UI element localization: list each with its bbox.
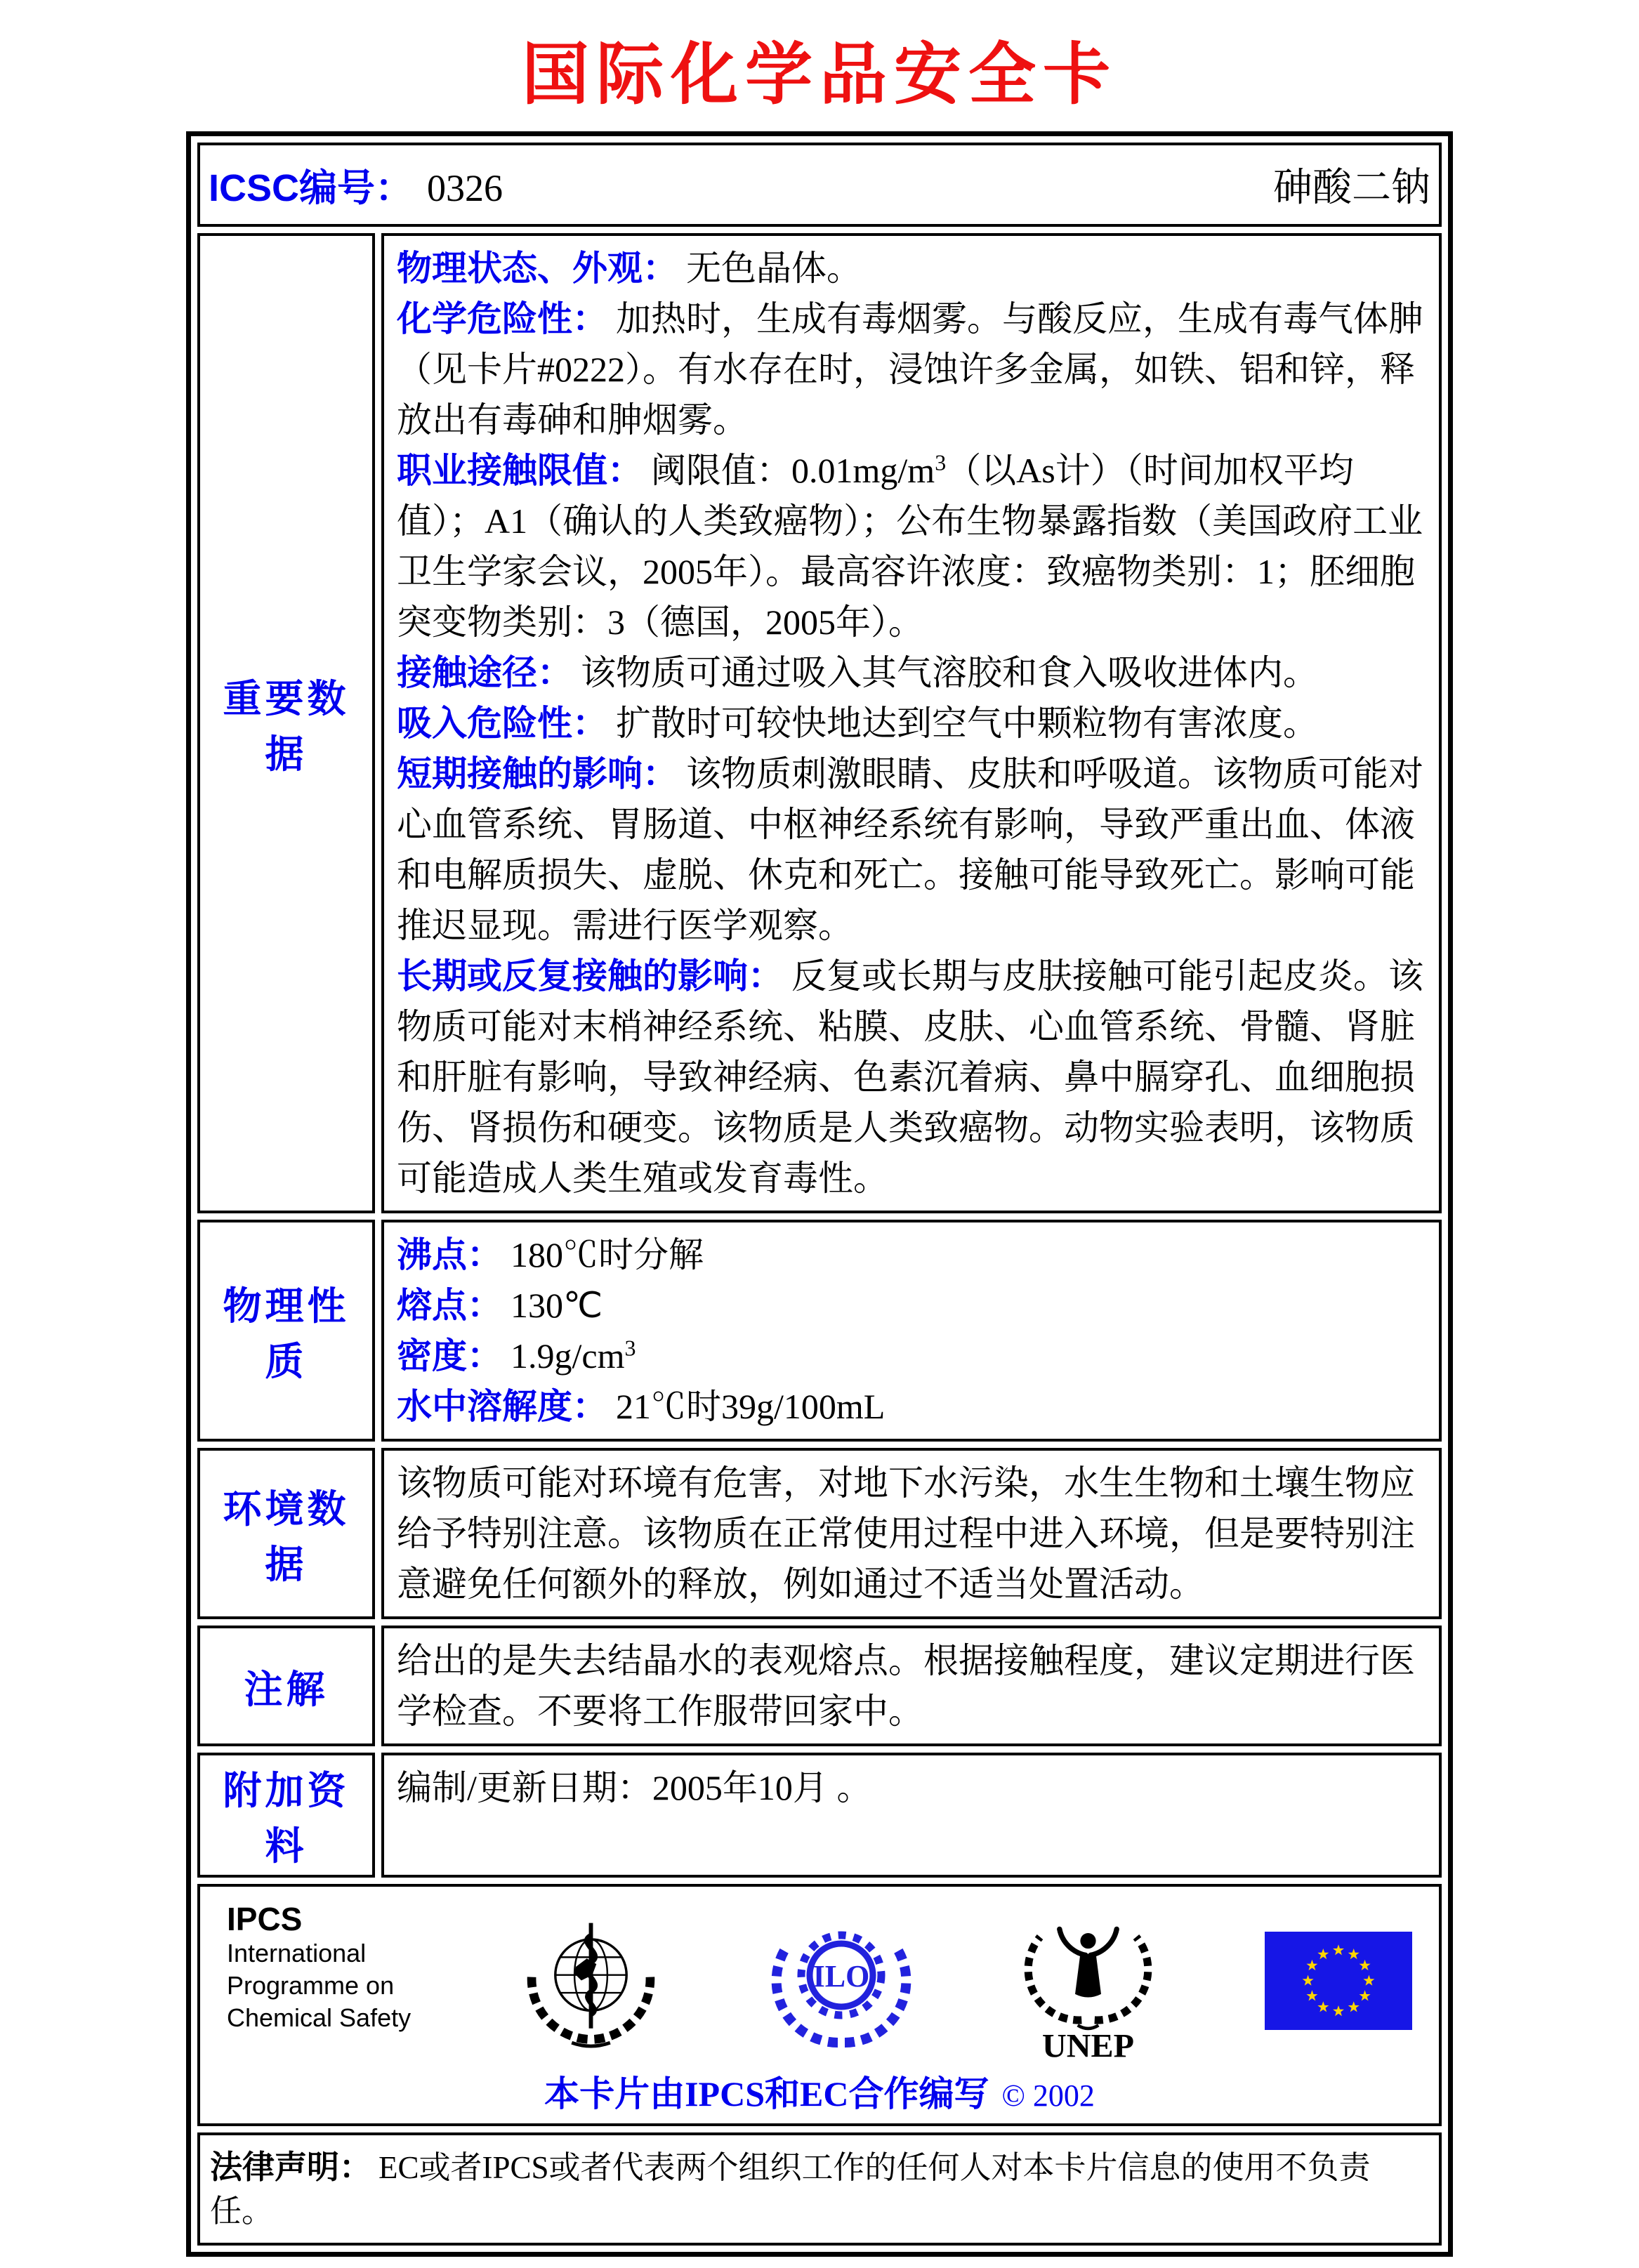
- unep-letters: UNEP: [1042, 2027, 1134, 2063]
- field-text-long-term: 反复或长期与皮肤接触可能引起皮炎。该物质可能对末梢神经系统、粘膜、皮肤、心血管系统、骨髓、肾脏和肝脏有影响，导致神经病、色素沉着病、鼻中膈穿孔、血细胞损伤、肾损伤和硬变。该物质是人类致癌物。动物实验表明，该物质可能造成人类生殖或发育毒性。: [397, 956, 1423, 1198]
- legal-label: 法律声明：: [210, 2149, 371, 2185]
- icsc-number-group: [209, 158, 503, 212]
- section-row-notes: [197, 1626, 1442, 1746]
- who-emblem-icon: [522, 1912, 659, 2049]
- section-content-important-data: [381, 233, 1442, 1213]
- section-content-additional-info: [381, 1753, 1442, 1878]
- superscript: 3: [624, 1335, 636, 1361]
- para-short-term-effects: [397, 749, 1426, 951]
- unep-emblem-icon: [1023, 1898, 1153, 2063]
- field-label-water-solubility: 水中溶解度：: [397, 1387, 607, 1426]
- icsc-number-label: ICSC编号：: [209, 166, 414, 209]
- field-label-long-term: 长期或反复接触的影响：: [397, 956, 783, 996]
- section-content-physical-properties: [381, 1220, 1442, 1442]
- field-text-water-solubility: 21℃时39g/100mL: [616, 1387, 886, 1426]
- field-label-density: 密度：: [397, 1336, 502, 1376]
- section-label-environmental-data: 环境数据: [197, 1448, 375, 1619]
- chemical-name: 砷酸二钠: [1273, 166, 1430, 210]
- field-text-melting-point: 130℃: [511, 1286, 603, 1325]
- section-row-physical-properties: [197, 1220, 1442, 1442]
- row-density: [397, 1331, 1426, 1381]
- field-text-density: 1.9g/cm: [511, 1336, 625, 1376]
- field-label-chemical-dangers: 化学危险性：: [397, 299, 607, 338]
- field-text-short-term: 该物质刺激眼睛、皮肤和呼吸道。该物质可能对心血管系统、胃肠道、中枢神经系统有影响，导致严重出血、体液和电解质损失、虚脱、休克和死亡。接触可能导致死亡。影响可能推迟显现。需进行医学观察。: [397, 754, 1423, 945]
- section-label-notes: 注解: [197, 1626, 375, 1746]
- section-label-important-data: 重要数据: [197, 233, 375, 1213]
- field-label-oel: 职业接触限值：: [397, 451, 643, 490]
- copyright-text: © 2002: [1001, 2078, 1095, 2113]
- icsc-number-value: 0326: [427, 166, 503, 209]
- ilo-emblem-icon: [771, 1911, 911, 2051]
- ipcs-line-2: Programme on: [227, 1971, 395, 2000]
- para-routes-of-exposure: [397, 647, 1426, 698]
- para-long-term-effects: [397, 951, 1426, 1204]
- ipcs-block: [227, 1898, 411, 2034]
- cooperation-caption: 本卡片由IPCS和EC合作编写: [544, 2074, 989, 2114]
- ilo-letters: ILO: [812, 1958, 870, 1993]
- field-text-boiling-point: 180℃时分解: [511, 1235, 704, 1274]
- legal-text: EC或者IPCS或者代表两个组织工作的任何人对本卡片信息的使用不负责任。: [210, 2150, 1371, 2229]
- field-label-routes: 接触途径：: [397, 653, 572, 692]
- header-row: [197, 143, 1442, 227]
- field-label-boiling-point: 沸点：: [397, 1235, 502, 1274]
- environmental-data-text: 该物质可能对环境有危害，对地下水污染，水生生物和土壤生物应给予特别注意。该物质在正常使用过程中进入环境，但是要特别注意避免任何额外的释放，例如通过不适当处置活动。: [397, 1463, 1415, 1604]
- row-water-solubility: [397, 1381, 1426, 1432]
- logos-cell: [197, 1884, 1442, 2126]
- field-text-physical-state: 无色晶体。: [686, 249, 862, 288]
- row-melting-point: [397, 1280, 1426, 1331]
- section-label-physical-properties: 物理性质: [197, 1220, 375, 1442]
- field-label-short-term: 短期接触的影响：: [397, 754, 678, 793]
- legal-row: [197, 2132, 1442, 2246]
- section-content-notes: [381, 1626, 1442, 1746]
- field-text-chemical-dangers: 加热时，生成有毒烟雾。与酸反应，生成有毒气体胂（见卡片#0222）。有水存在时，浸蚀许多金属，如铁、铝和锌，释放出有毒砷和胂烟雾。: [397, 299, 1423, 440]
- field-label-physical-state: 物理状态、外观：: [397, 249, 678, 288]
- para-occupational-exposure-limits: [397, 445, 1426, 647]
- field-text-routes: 该物质可通过吸入其气溶胶和食入吸收进体内。: [581, 653, 1318, 692]
- section-content-environmental-data: [381, 1448, 1442, 1619]
- additional-info-text: 编制/更新日期：2005年10月 。: [397, 1768, 872, 1807]
- field-text-inhalation: 扩散时可较快地达到空气中颗粒物有害浓度。: [616, 704, 1318, 743]
- section-row-environmental-data: [197, 1448, 1442, 1619]
- superscript: 3: [935, 449, 947, 475]
- ipcs-line-1: International: [227, 1939, 367, 1967]
- logos-strip: [207, 1898, 1432, 2063]
- logos-row: [197, 1884, 1442, 2126]
- field-text-oel-before-sup: 阈限值：0.01mg/m: [651, 451, 935, 490]
- field-label-melting-point: 熔点：: [397, 1286, 502, 1325]
- section-label-additional-info: 附加资料: [197, 1753, 375, 1878]
- section-row-important-data: [197, 233, 1442, 1213]
- row-boiling-point: [397, 1229, 1426, 1280]
- para-inhalation-risk: [397, 698, 1426, 749]
- para-physical-state-appearance: [397, 243, 1426, 294]
- footer-caption: [207, 2066, 1432, 2116]
- eu-flag-icon: [1265, 1932, 1412, 2030]
- legal-cell: [197, 2132, 1442, 2246]
- field-label-inhalation: 吸入危险性：: [397, 704, 607, 743]
- header-cell: [197, 143, 1442, 227]
- ipcs-line-3: Chemical Safety: [227, 2003, 412, 2032]
- notes-text: 给出的是失去结晶水的表观熔点。根据接触程度，建议定期进行医学检查。不要将工作服带回家中。: [397, 1641, 1415, 1731]
- field-text-oel-after-sup: （以As计）（时间加权平均值）；A1（确认的人类致癌物）；公布生物暴露指数（美国政府工业卫生学家会议，2005年）。最高容许浓度：致癌物类别：1；胚细胞突变物类别：3（德国，2005年）。: [397, 451, 1423, 642]
- ipcs-acronym: IPCS: [227, 1901, 303, 1937]
- para-chemical-dangers: [397, 294, 1426, 445]
- page-title: 国际化学品安全卡: [522, 37, 1117, 112]
- safety-card: [186, 131, 1453, 2257]
- section-row-additional-info: [197, 1753, 1442, 1878]
